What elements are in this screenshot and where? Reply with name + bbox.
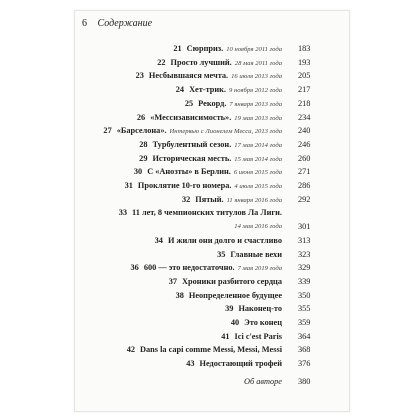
chapter-date: 10 ноября 2011 года [226,46,282,53]
chapter-number: 40 [230,318,240,327]
chapter-number: 29 [139,153,148,163]
chapter-page-number: 329 [298,263,311,273]
chapter-page-number: 286 [298,181,311,190]
chapter-date: 11 января 2016 года [226,196,282,204]
chapter-number: 41 [221,331,230,341]
chapter-title: Пятый. [195,194,224,204]
chapter-page-number: 218 [298,98,311,108]
toc-entry[interactable] [139,153,282,165]
chapter-page-number: 193 [298,57,311,67]
chapter-number: 21 [173,44,182,53]
page-title: Содержание [97,18,153,29]
chapter-title: Несбывшаяся мечта. [148,71,229,81]
chapter-page-number: 183 [298,44,311,53]
about-author-page-number: 380 [298,376,311,386]
chapter-page-number: 376 [298,359,311,369]
chapter-title: «Барселона». [116,126,167,136]
chapter-number: 27 [103,126,112,136]
chapter-date: 19 мая 2013 года [234,114,282,122]
chapter-page-number: 260 [298,153,311,163]
chapter-number: 30 [133,167,143,177]
chapter-title: И жили они долго и счастливо [167,235,282,245]
chapter-title: Недостающий трофей [199,359,282,369]
chapter-date: 7 января 2013 года [229,100,282,108]
toc-entry[interactable] [182,194,282,206]
chapter-date: 7 мая 2019 года [237,265,282,273]
toc-entry[interactable] [125,180,282,192]
chapter-title: Это конец [244,318,282,327]
chapter-date: 17 мая 2014 года [234,141,282,149]
chapter-page-number: 368 [298,345,311,355]
toc-entry[interactable] [217,249,282,260]
chapter-title: С «Анозты» в Берлин. [147,167,231,177]
chapter-page-number: 292 [298,194,311,204]
chapter-title: Рекорд. [198,98,227,108]
chapter-number: 32 [181,194,191,204]
toc-entry[interactable] [136,70,282,82]
chapter-title: Хроники разбитого сердца [182,276,282,286]
chapter-date: Интервью с Лионелем Месси, 2013 года [169,128,282,136]
chapter-date: 15 мая 2014 года [234,155,282,163]
chapter-page-number: 339 [298,276,311,286]
chapter-number: 33 [118,208,128,218]
chapter-number: 24 [175,85,185,95]
chapter-page-number: 364 [298,331,311,341]
chapter-page-number: 217 [298,85,311,95]
chapter-number: 42 [126,345,136,355]
toc-entry[interactable] [173,43,282,55]
chapter-title: Ici c'est Paris [234,331,282,341]
chapter-number: 22 [157,57,166,67]
chapter-number: 25 [184,98,194,108]
chapter-number: 34 [154,235,163,245]
chapter-title: «Мессизависимость». [150,112,232,122]
chapter-number: 23 [135,71,144,81]
chapter-title: Историческая месть. [152,153,232,163]
chapter-page-number: 313 [298,235,311,245]
chapter-page-number: 205 [298,71,311,81]
chapter-number: 39 [225,304,234,314]
chapter-title: Главные вехи [230,249,282,259]
chapter-title: 11 лет, 8 чемпионских титулов Ла Лиги. [132,208,282,218]
chapter-title: Турбулентный сезон. [152,139,232,149]
toc-entry[interactable] [127,344,282,355]
chapter-title: Неопределенное будущее [188,290,282,300]
chapter-page-number: 355 [298,304,311,314]
chapter-date: 4 июля 2015 года [234,183,282,190]
chapter-number: 26 [136,112,146,122]
chapter-title: Хет-трик. [189,85,227,95]
chapter-date: 14 мая 2016 года [234,223,282,231]
chapter-number: 36 [130,263,139,273]
toc-entry-about-author[interactable] [244,376,282,387]
toc-entry[interactable] [169,276,282,287]
chapter-title: Просто лучший. [170,57,232,67]
chapter-page-number: 240 [298,126,311,136]
chapter-page-number: 234 [298,112,311,122]
toc-entry[interactable] [137,112,282,124]
chapter-page-number: 271 [298,167,311,177]
toc-entry[interactable] [119,207,282,218]
toc-entry[interactable] [231,317,282,328]
chapter-title: Наконец-то [238,304,282,314]
chapter-date: 16 июля 2013 года [231,73,282,81]
toc-entry[interactable] [221,331,282,342]
chapter-page-number: 350 [298,290,311,300]
toc-entry[interactable] [131,262,282,274]
chapter-date: 28 мая 2011 года [234,59,282,67]
chapter-date: 6 июня 2015 года [233,169,282,177]
toc-entry[interactable] [134,166,282,178]
toc-entry[interactable] [186,358,282,369]
chapter-title: Сюрприз. [186,44,224,53]
toc-entry[interactable] [157,57,282,69]
chapter-number: 43 [186,359,195,369]
toc-entry[interactable] [103,125,282,137]
about-author-title: Об авторе [244,376,282,386]
chapter-number: 37 [168,276,178,286]
chapter-number: 35 [217,249,226,259]
chapter-number: 31 [124,181,133,190]
chapter-title: Проклятие 10-го номера. [137,181,232,190]
chapter-title: 600 — это недостаточно. [143,263,235,273]
toc-entry[interactable] [176,84,282,96]
chapter-date: 9 ноября 2012 года [229,87,282,95]
chapter-number: 38 [175,290,184,300]
chapter-page-number: 301 [298,222,311,232]
chapter-page-number: 246 [298,139,311,149]
toc-entry[interactable] [139,139,282,151]
chapter-title: Dans la capi comme Messi, Messi, Messi [140,345,282,355]
page-number: 6 [82,18,87,29]
chapter-number: 28 [139,139,148,149]
toc-entry[interactable] [176,290,282,301]
chapter-page-number: 323 [298,249,311,259]
chapter-page-number: 359 [298,318,311,327]
toc-entry[interactable] [225,303,282,314]
toc-entry[interactable] [185,98,282,110]
toc-entry[interactable] [155,235,282,246]
